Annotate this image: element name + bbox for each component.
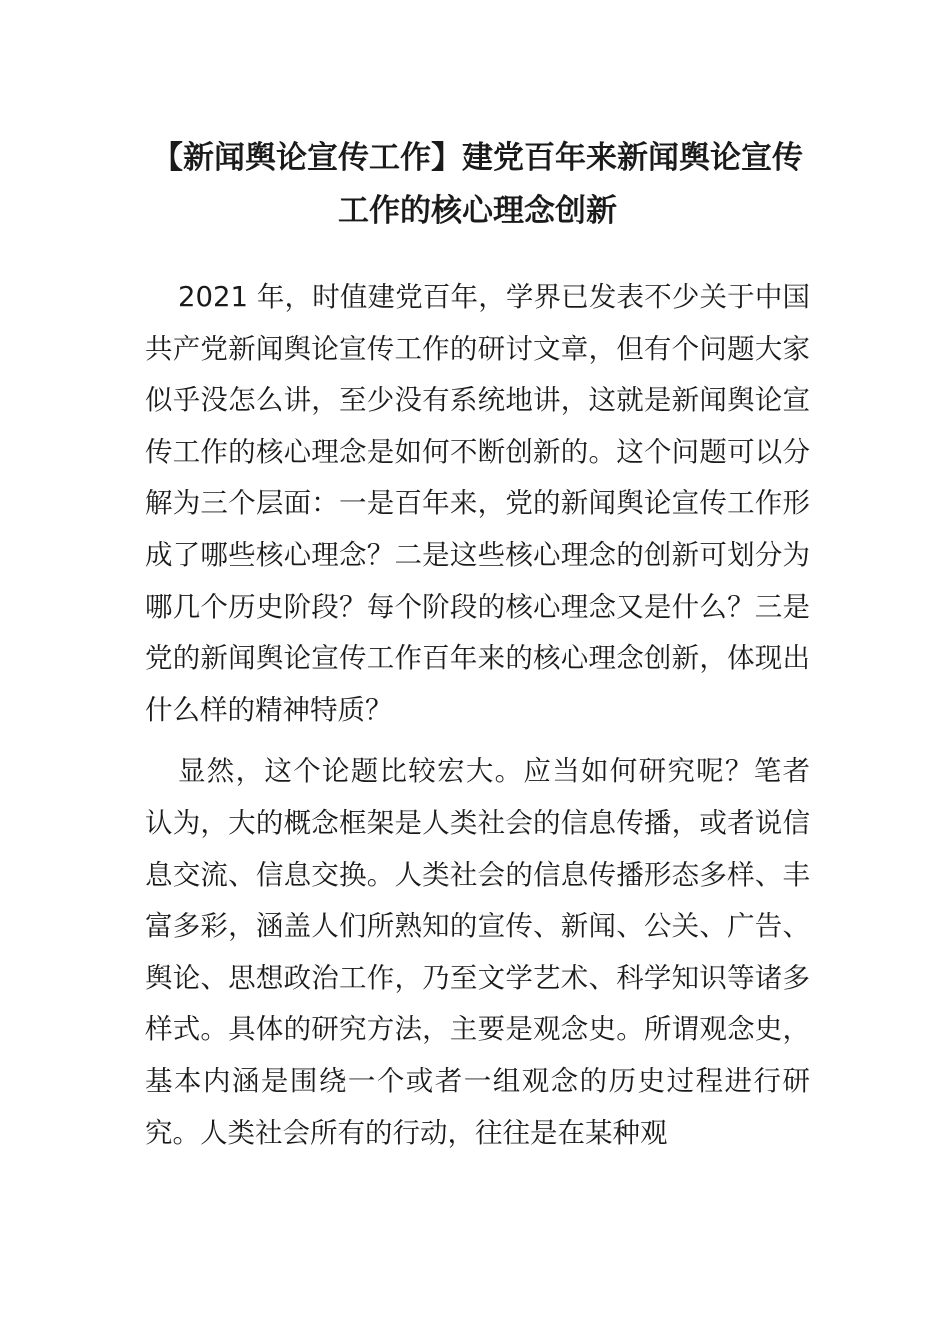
- document-body: [145, 272, 810, 1169]
- paragraph-1: 2021 年，时值建党百年，学界已发表不少关于中国共产党新闻舆论宣传工作的研讨文章，但有个问题大家似乎没怎么讲，至少没有系统地讲，这就是新闻舆论宣传工作的核心理念是如何不断创新的。这个问题可以分解为三个层面：一是百年来，党的新闻舆论宣传工作形成了哪些核心理念？二是这些核心理念的创新可划分为哪几个历史阶段？每个阶段的核心理念又是什么？三是党的新闻舆论宣传工作百年来的核心理念创新，体现出什么样的精神特质？: [145, 281, 810, 726]
- document-title: 【新闻舆论宣传工作】建党百年来新闻舆论宣传工作的核心理念创新: [152, 140, 803, 229]
- paragraph-2: 显然，这个论题比较宏大。应当如何研究呢？笔者认为，大的概念框架是人类社会的信息传播，或者说信息交流、信息交换。人类社会的信息传播形态多样、丰富多彩，涵盖人们所熟知的宣传、新闻、公关、广告、舆论、思想政治工作，乃至文学艺术、科学知识等诸多样式。具体的研究方法，主要是观念史。所谓观念史，基本内涵是围绕一个或者一组观念的历史过程进行研究。人类社会所有的行动，往往是在某种观: [145, 755, 810, 1149]
